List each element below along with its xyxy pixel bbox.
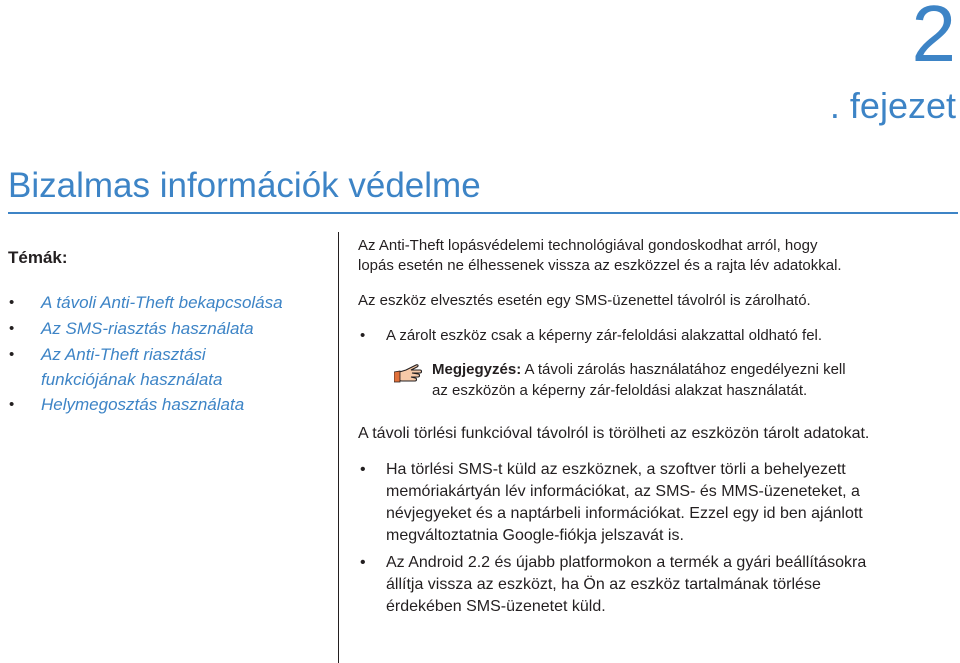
main-content: [358, 236, 958, 618]
intro-paragraph: [358, 236, 958, 276]
lock-bullet: [358, 326, 958, 346]
lock-paragraph: Az eszköz elvesztés esetén egy SMS-üzenettel távolról is zárolható.: [358, 292, 811, 309]
wipe-bullet-line: névjegyeket és a naptárbeli információkat. Ezzel egy id ben ajánlott: [386, 505, 863, 522]
wipe-bullet-line: memóriakártyán lév információkat, az SMS- és MMS-üzeneteket, a: [386, 483, 860, 500]
note-block: [358, 359, 958, 401]
pointing-hand-icon: [394, 361, 424, 385]
topic-item-label: Az Anti-Theft riasztási: [41, 345, 206, 364]
chapter-label: . fejezet: [829, 85, 956, 126]
wipe-bullet-sms: [358, 459, 958, 547]
wipe-paragraph: A távoli törlési funkcióval távolról is törölheti az eszközön tárolt adatokat.: [358, 425, 870, 442]
page-title: Bizalmas információk védelme: [8, 166, 481, 205]
topic-item-anti-theft-alert[interactable]: [8, 342, 328, 392]
title-rule: [8, 212, 958, 214]
wipe-bullet-android: [358, 552, 958, 618]
topic-item-label: A távoli Anti-Theft bekapcsolása: [41, 293, 283, 312]
topics-heading: Témák:: [8, 248, 68, 267]
wipe-bullet-line: állítja vissza az eszközt, ha Ön az eszköz tartalmának törlése: [386, 576, 821, 593]
wipe-bullet-line: érdekében SMS-üzenetet küld.: [386, 598, 606, 615]
wipe-bullet-line: Az Android 2.2 és újabb platformokon a termék a gyári beállításokra: [386, 554, 867, 571]
column-divider: [338, 232, 339, 663]
topic-item-label: Helymegosztás használata: [41, 395, 245, 414]
intro-line-1: Az Anti-Theft lopásvédelemi technológiával gondoskodhat arról, hogy: [358, 237, 818, 254]
topic-item-label: Az SMS-riasztás használata: [41, 319, 254, 338]
topics-list: [8, 290, 328, 418]
chapter-number: 2: [911, 0, 956, 78]
wipe-bullet-line: megváltoztatnia Google-fiókja jelszavát is.: [386, 527, 684, 544]
intro-line-2: lopás esetén ne élhessenek vissza az eszközzel és a rajta lév adatokkal.: [358, 257, 842, 274]
note-label: Megjegyzés:: [432, 361, 522, 378]
topic-item-location-sharing[interactable]: [8, 392, 328, 418]
topic-item-sms-alert[interactable]: [8, 316, 328, 342]
note-line-1: A távoli zárolás használatához engedélyezni kell: [521, 361, 846, 378]
lock-bullet-text: A zárolt eszköz csak a képerny zár-feloldási alakzattal oldható fel.: [386, 327, 823, 344]
note-line-2: az eszközön a képerny zár-feloldási alakzat használatát.: [432, 382, 808, 399]
wipe-bullet-line: Ha törlési SMS-t küld az eszköznek, a szoftver törli a behelyezett: [386, 461, 846, 478]
topic-item-label-continued: funkciójának használata: [41, 370, 223, 389]
topic-item-remote-anti-theft[interactable]: [8, 290, 328, 316]
